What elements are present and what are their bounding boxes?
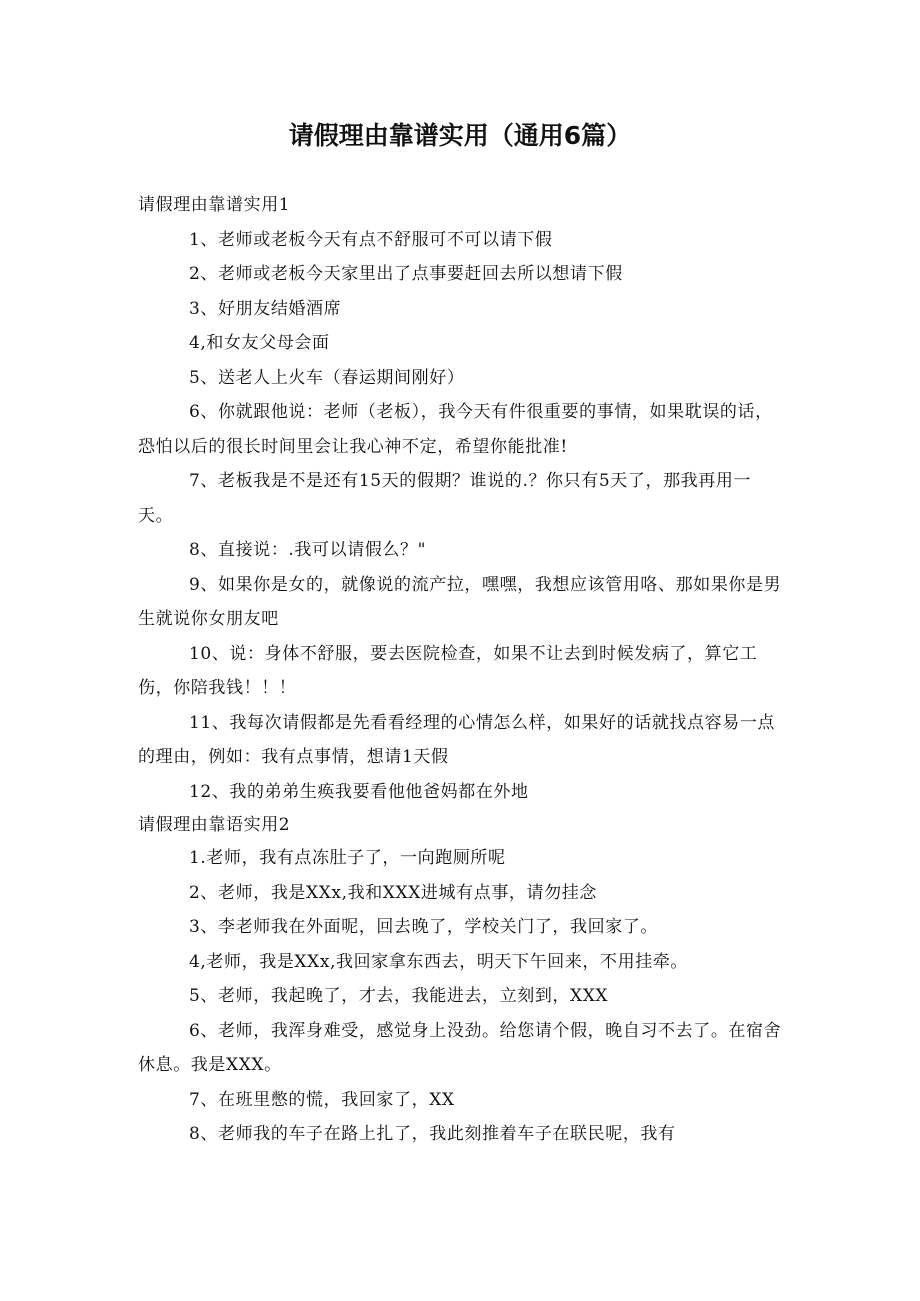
list-item: 8、直接说：.我可以请假么？" [189, 540, 427, 560]
list-item: 1、老师或老板今天有点不舒服可不可以请下假 [189, 229, 553, 250]
list-item: 9、如果你是女的，就像说的流产拉，嘿嘿，我想应该管用咯、那如果你是男生就说你女朋友吧 [138, 574, 782, 629]
section-heading: 请假理由靠谱实用1 [138, 195, 291, 215]
list-item: 5、送老人上火车（春运期间刚好） [189, 367, 465, 388]
list-item: 1.老师，我有点冻肚子了，一向跑厕所呢 [189, 848, 506, 868]
document-title: 请假理由靠谱实用（通用6篇） [288, 121, 632, 150]
list-item: 8、老师我的车子在路上扎了，我此刻推着车子在联民呢，我有 [189, 1124, 676, 1144]
list-item: 7、在班里憋的慌，我回家了，XX [189, 1089, 455, 1110]
list-item: 2、老师或老板今天家里出了点事要赶回去所以想请下假 [189, 264, 623, 284]
list-item: 12、我的弟弟生痪我要看他他爸妈都在外地 [189, 781, 529, 802]
list-item: 4,和女友父母会面 [189, 333, 330, 353]
list-item: 10、说：身体不舒服，要去医院检查，如果不让去到时候发病了，算它工伤，你陪我钱！！！ [138, 643, 758, 698]
list-item: 3、李老师我在外面呢，回去晚了，学校关门了，我回家了。 [189, 917, 659, 937]
document-body [138, 188, 786, 1152]
list-item: 11、我每次请假都是先看看经理的心情怎么样，如果好的话就找点容易一点的理由，例如：我有点事情，想请1天假 [138, 712, 776, 767]
list-item: 3、好朋友结婚酒席 [189, 298, 342, 319]
list-item: 5、老师，我起晚了，才去，我能进去，立刻到，XXX [189, 986, 609, 1006]
list-item: 4,老师，我是XXx,我回家拿东西去，明天下午回来，不用挂牵。 [189, 951, 689, 972]
section-heading: 请假理由靠语实用2 [138, 815, 291, 835]
list-item: 2、老师，我是XXx,我和XXX进城有点事，请勿挂念 [189, 882, 597, 903]
list-item: 7、老板我是不是还有15天的假期？谁说的.？你只有5天了，那我再用一天。 [138, 471, 752, 526]
list-item: 6、老师，我浑身难受，感觉身上没劲。给您请个假，晚自习不去了。在宿舍休息。我是XXX。 [138, 1020, 782, 1075]
list-item: 6、你就跟他说：老师（老板），我今天有件很重要的事情，如果耽误的话，恐怕以后的很长时间里会让我心神不定，希望你能批准! [138, 402, 773, 457]
